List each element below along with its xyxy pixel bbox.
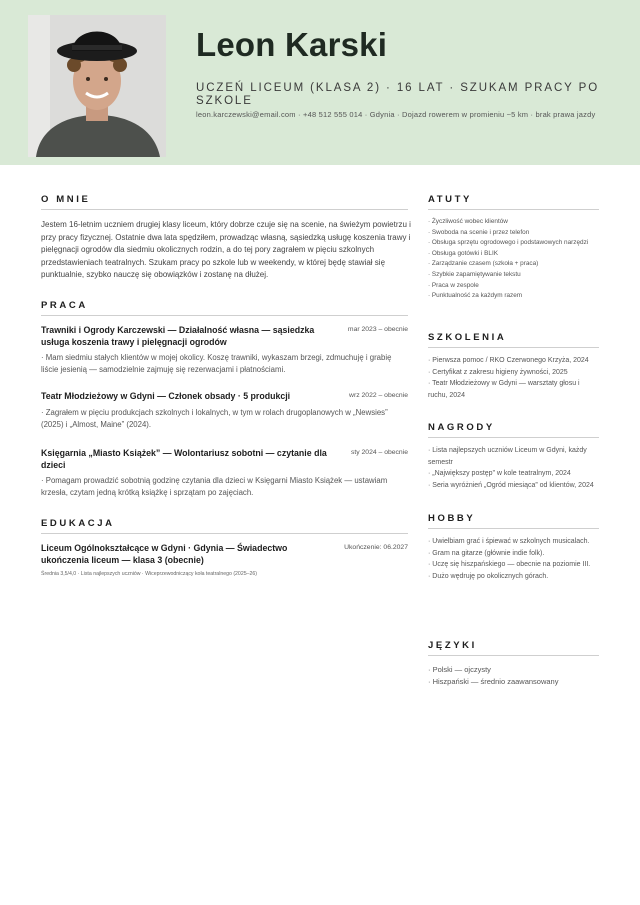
list-item: · Obsługa sprzętu ogrodowego i podstawowych narzędzi xyxy=(428,239,589,247)
strengths-title: ATUTY xyxy=(428,194,472,205)
job-date: sty 2024 – obecnie xyxy=(350,449,408,456)
list-item: · Swoboda na scenie i przez telefon xyxy=(428,228,530,236)
list-item: · Polski — ojczysty xyxy=(428,665,491,674)
list-item: · Zarządzanie czasem (szkoła + praca) xyxy=(428,260,539,268)
job-title: Trawniki i Ogrody Karczewski — Działalność własna — sąsiedzka usługa koszenia trawy i pielęgnacji ogrodów xyxy=(41,325,315,347)
header-band xyxy=(0,0,640,165)
list-item: · Praca w zespole xyxy=(428,281,479,289)
about-title: O MNIE xyxy=(41,194,91,205)
job-bullet: · Mam siedmiu stałych klientów w mojej okolicy. Koszę trawniki, wykaszam brzegi, zdmuchuję i grabię liście jesienią — samodzielnie zajmuję się rezerwacjami i płatnościami. xyxy=(41,353,392,374)
hobby-title: HOBBY xyxy=(428,513,476,524)
hobby-divider xyxy=(428,528,599,529)
awards-divider xyxy=(428,437,599,438)
education-title: EDUKACJA xyxy=(41,518,115,529)
job-entry xyxy=(41,325,408,376)
job-date: mar 2023 – obecnie xyxy=(347,326,408,333)
job-date: wrz 2022 – obecnie xyxy=(349,392,408,399)
about-divider xyxy=(41,209,408,210)
awards-title: NAGRODY xyxy=(428,422,495,433)
job-title: Księgarnia „Miasto Książek” — Wolontariusz sobotni — czytanie dla dzieci xyxy=(41,448,327,470)
list-item: · Życzliwość wobec klientów xyxy=(428,218,508,225)
job-entry xyxy=(41,448,408,499)
about-text: Jestem 16-letnim uczniem drugiej klasy liceum, który dobrze czuje się na scenie, na świeżym powietrzu i przy pracy fizycznej. Ostatnie dwa lata spędziłem, prowadząc własną, sąsiedzką usługę koszenia trawy i pielęgnacji ogrodów dla siedmiu okolicznych rodzin, a do tej pory zagrałem w pięciu szkolnych przedstawieniach teatralnych. Szukam pracy po szkole lub w weekendy, w której będę stawiał się punktualnie, szybko nauczę się obowiązków i zostanę na dłużej. xyxy=(41,220,411,279)
languages-divider xyxy=(428,655,599,656)
list-item: · Seria wyróżnień „Ogród miesiąca” od klientów, 2024 xyxy=(428,481,594,489)
job-title: Teatr Młodzieżowy w Gdyni — Członek obsady · 5 produkcji xyxy=(41,391,291,401)
languages-title: JĘZYKI xyxy=(428,640,477,651)
trainings-list xyxy=(428,355,600,401)
languages-list xyxy=(428,664,558,688)
work-divider xyxy=(41,315,408,316)
list-item: · Dużo wędruję po okolicznych górach. xyxy=(428,572,549,580)
portrait-illustration xyxy=(28,15,166,157)
awards-list xyxy=(428,445,600,491)
list-item: · Uwielbiam grać i śpiewać w szkolnych musicalach. xyxy=(428,538,590,545)
list-item: · Szybkie zapamiętywanie tekstu xyxy=(428,270,521,278)
education-entry xyxy=(41,543,408,577)
list-item: · Uczę się hiszpańskiego — obecnie na poziomie III. xyxy=(428,561,591,568)
list-item: · „Największy postęp” w kole teatralnym, 2024 xyxy=(428,470,571,477)
graduation-date: Ukończenie: 06.2027 xyxy=(344,544,408,551)
candidate-name: Leon Karski xyxy=(196,26,388,63)
list-item: · Obsługa gotówki i BLIK xyxy=(428,249,498,257)
list-item: · Pierwsza pomoc / RKO Czerwonego Krzyża, 2024 xyxy=(428,357,589,364)
list-item: · Certyfikat z zakresu higieny żywności, 2025 xyxy=(428,368,568,376)
list-item: · Hiszpański — średnio zaawansowany xyxy=(428,677,559,686)
contact-line: leon.karczewski@email.com · +48 512 555 014 · Gdynia · Dojazd rowerem w promieniu ~5 km · brak prawa jazdy xyxy=(196,110,596,119)
list-item: · Punktualność za każdym razem xyxy=(428,292,523,300)
list-item: · Lista najlepszych uczniów Liceum w Gdyni, każdy semestr xyxy=(428,447,587,466)
job-bullet: · Zagrałem w pięciu produkcjach szkolnych i lokalnych, w tym w rolach drugoplanowych w „Newsies” (2025) i „Almost, Maine” (2024). xyxy=(41,407,388,429)
trainings-divider xyxy=(428,347,599,348)
portrait-photo xyxy=(28,15,166,157)
trainings-title: SZKOLENIA xyxy=(428,332,507,343)
hobby-list xyxy=(428,536,603,582)
school-name: Liceum Ogólnokształcące w Gdyni · Gdynia — Świadectwo ukończenia liceum — klasa 3 (obecnie) xyxy=(41,543,288,565)
education-divider xyxy=(41,533,408,534)
tagline: UCZEŃ LICEUM (KLASA 2) · 16 LAT · SZUKAM PRACY PO SZKOLE xyxy=(196,82,600,107)
list-item: · Gram na gitarze (głównie indie folk). xyxy=(428,549,545,557)
strengths-list xyxy=(428,217,588,302)
education-note: Średnia 3,5/4,0 · Lista najlepszych uczniów · Wiceprzewodniczący koła teatralnego (2025–26) xyxy=(41,571,257,577)
job-entry xyxy=(41,391,408,431)
list-item: · Teatr Młodzieżowy w Gdyni — warsztaty głosu i ruchu, 2024 xyxy=(428,380,580,399)
work-title: PRACA xyxy=(41,300,88,311)
job-bullet: · Pomagam prowadzić sobotnią godzinę czytania dla dzieci w Księgarni Miasto Książek — ustawiam krzesła, czytam jedną krótką książkę i sprzątam po zajęciach. xyxy=(41,476,388,497)
strengths-divider xyxy=(428,209,599,210)
